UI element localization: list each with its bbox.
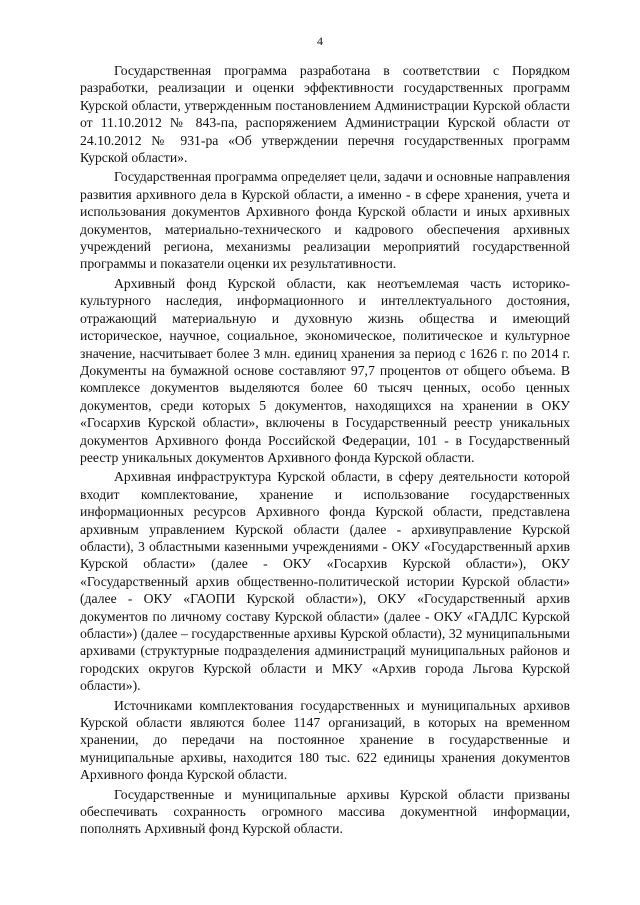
paragraph-archives-mission: Государственные и муниципальные архивы Курской области призваны обеспечивать сохранность огромного массива документной информации, пополнять Архивный фонд Курской области. bbox=[80, 786, 570, 837]
page-number: 4 bbox=[317, 34, 323, 48]
paragraph-acquisition-sources: Источниками комплектования государственных и муниципальных архивов Курской области являются более 1147 организаций, в которых на временном хранении, до передачи на постоянное хранение в государственные и муниципальные архивы, находится 180 тыс. 622 единицы хранения документов Архивного фонда Курской области. bbox=[80, 697, 570, 783]
paragraph-program-goals: Государственная программа определяет цели, задачи и основные направления развития архивного дела в Курской области, а именно - в сфере хранения, учета и использования документов Архивного фонда Курской области и иных архивных документов, материально-технического и кадрового обеспечения архивных учреждений региона, механизмы реализации мероприятий государственной программы и показатели оценки их результативности. bbox=[80, 169, 570, 272]
paragraph-archival-fund: Архивный фонд Курской области, как неотъемлемая часть историко-культурного наследия, информационного и интеллектуального достояния, отражающий материальную и духовную жизнь общества и имеющий историческое, научное, социальное, экономическое, политическое и культурное значение, насчитывает более 3 млн. единиц хранения за период с 1626 г. по 2014 г. Документы на бумажной основе составляют 97,7 процентов от общего объема. В комплексе документов выделяются более 60 тысяч ценных, особо ценных документов, среди которых 5 документов, находящихся на хранении в ОКУ «Госархив Курской области», включены в Государственный реестр уникальных документов Архивного фонда Российской Федерации, 101 - в Государственный реестр уникальных документов Архивного фонда Курской области. bbox=[80, 275, 570, 465]
paragraph-archival-infrastructure: Архивная инфраструктура Курской области, в сферу деятельности которой входит комплектование, хранение и использование государственных информационных ресурсов Архивного фонда Курской области, представлена архивным управлением Курской области (далее - архивуправление Курской области), 3 областными казенными учреждениями - ОКУ «Государственный архив Курской области» (далее - ОКУ «Госархив Курской области»), ОКУ «Государственный архив общественно-политической истории Курской области» (далее - ОКУ «ГАОПИ Курской области»), ОКУ «Государственный архив документов по личному составу Курской области» (далее - ОКУ «ГАДЛС Курской области») (далее – государственные архивы Курской области), 32 муниципальными архивами (структурные подразделения администраций муниципальных районов и городских округов Курской области и МКУ «Архив города Льгова Курской области»). bbox=[80, 469, 570, 694]
document-body bbox=[80, 62, 570, 838]
paragraph-program-basis: Государственная программа разработана в соответствии с Порядком разработки, реализации и оценки эффективности государственных программ Курской области, утвержденным постановлением Администрации Курской области от 11.10.2012 № 843-па, распоряжением Администрации Курской области от 24.10.2012 № 931-ра «Об утверждении перечня государственных программ Курской области». bbox=[80, 63, 570, 166]
